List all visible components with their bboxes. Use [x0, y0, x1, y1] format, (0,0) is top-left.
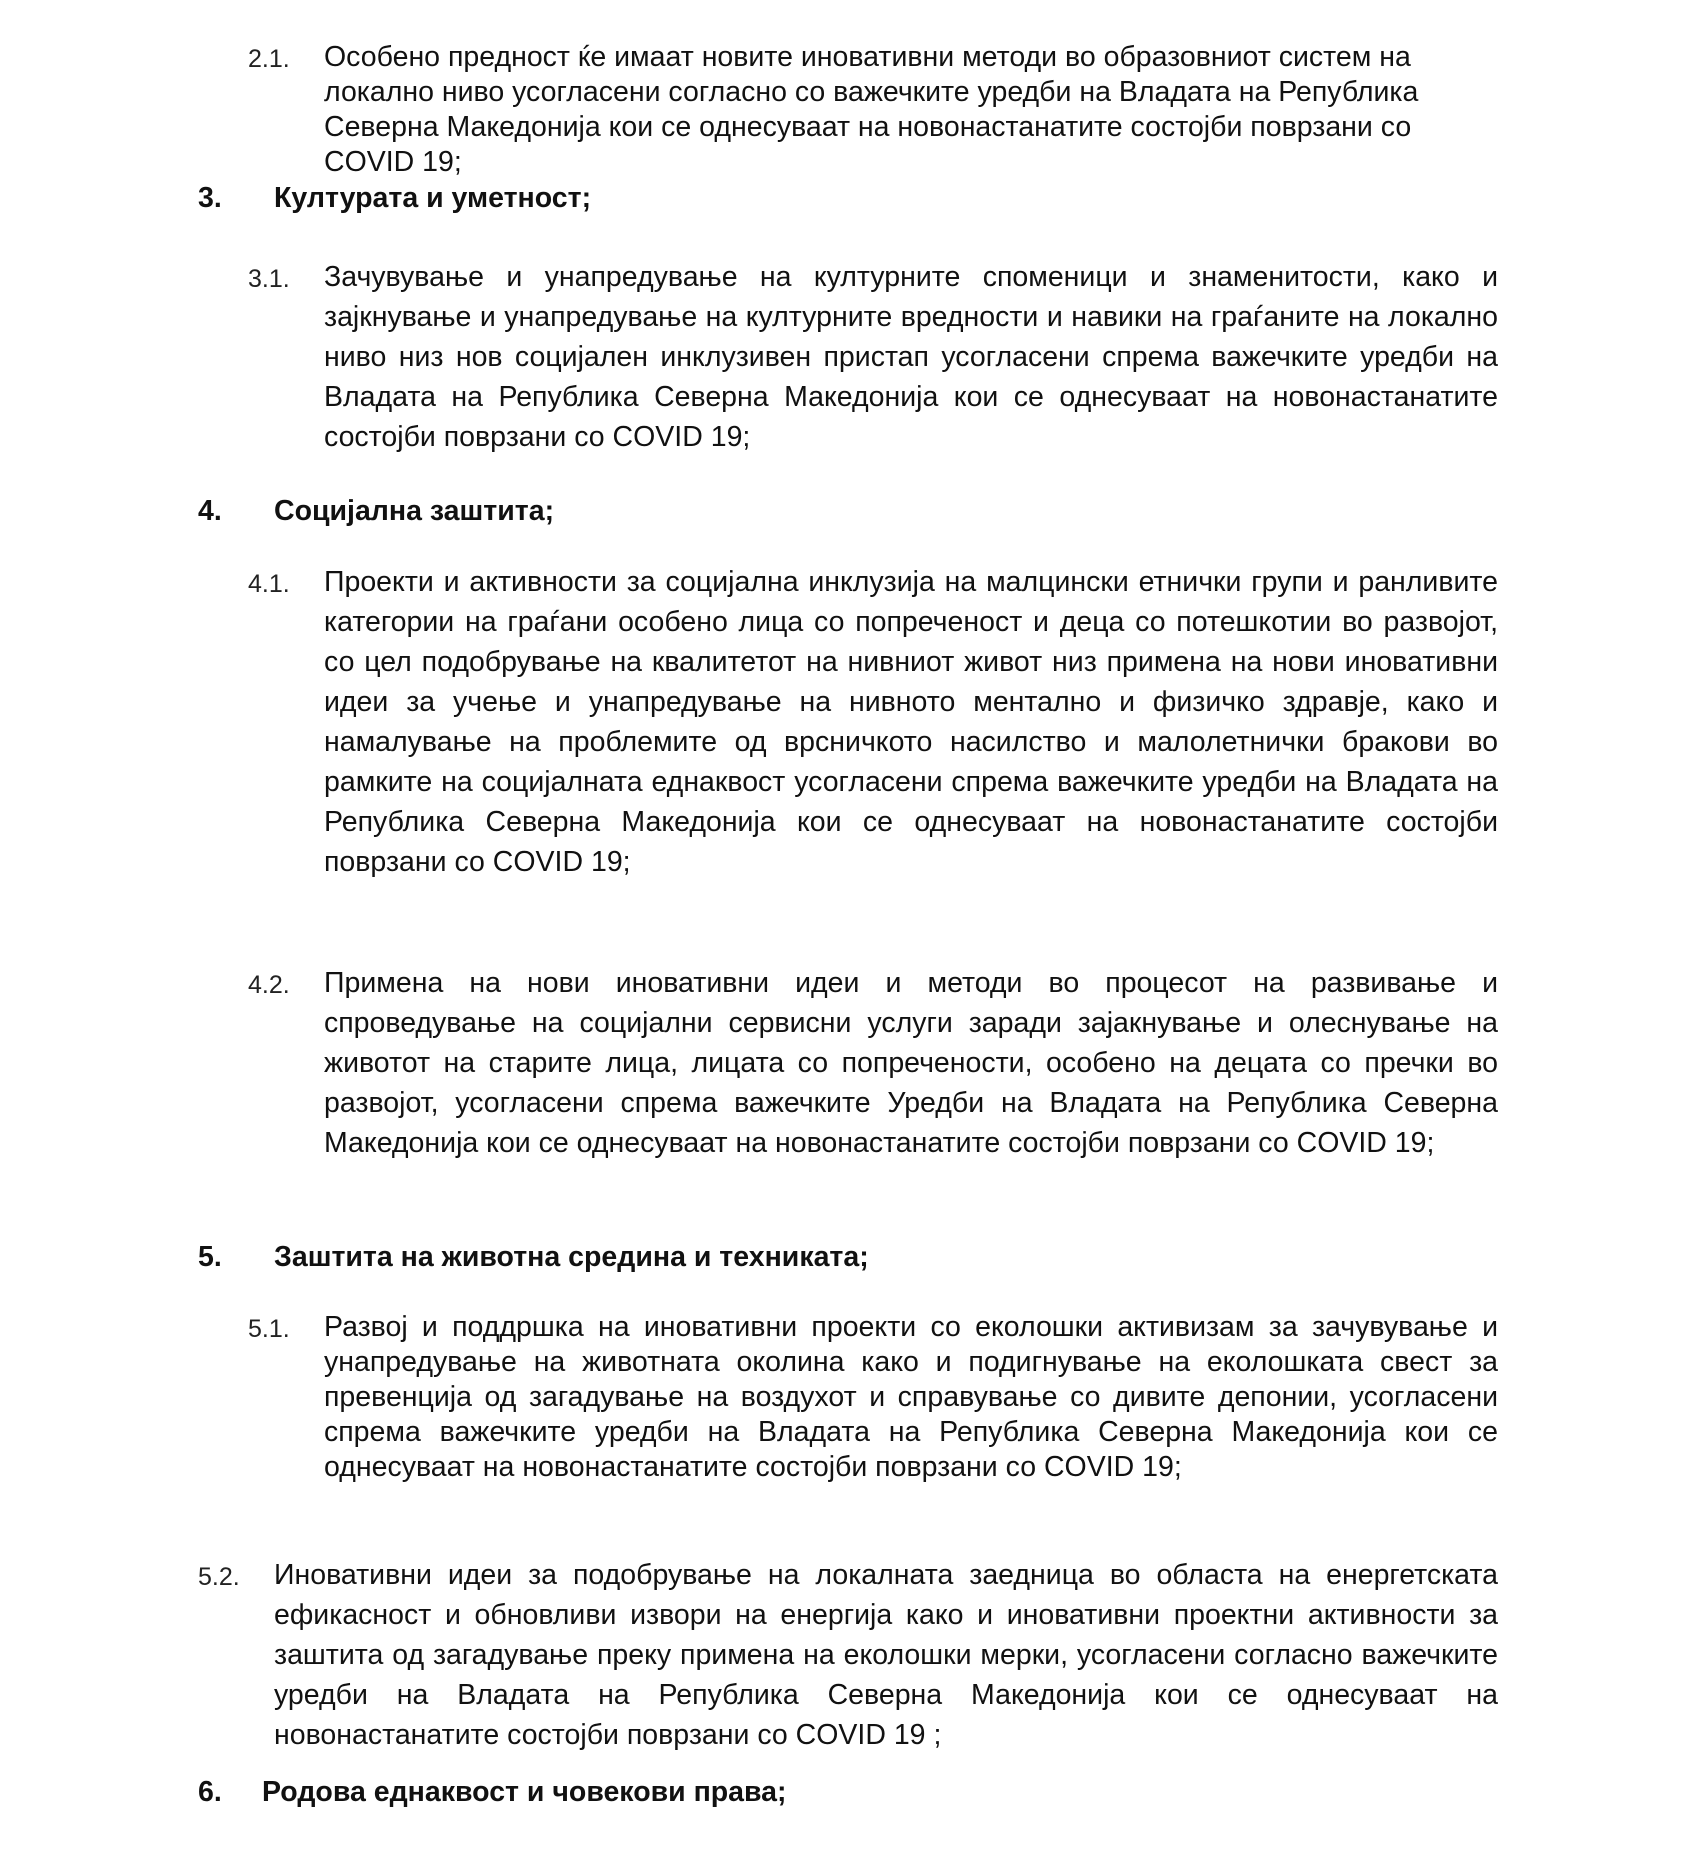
item-number: 2.1.	[248, 45, 290, 73]
item-number: 3.1.	[248, 265, 290, 293]
item-5-1	[248, 1310, 1498, 1485]
section-number: 5.	[198, 1241, 222, 1273]
section-title: Културата и уметност;	[274, 182, 592, 214]
item-number: 4.1.	[248, 570, 290, 598]
item-4-1	[248, 562, 1498, 882]
item-2-1	[248, 40, 1498, 180]
item-text: Примена на нови иновативни идеи и методи во процесот на развивање и спроведување на социјални сервисни услуги заради зајакнување и олеснување на животот на старите лица, лицата со попречености, особено на децата со пречки во развојот, усогласени спрема важечките Уредби на Владата на Република Северна Македонија кои се однесуваат на новонастанатите состојби поврзани со COVID 19;	[324, 967, 1498, 1159]
item-4-2	[248, 963, 1498, 1163]
section-5-heading	[198, 1240, 869, 1275]
item-3-1	[248, 257, 1498, 457]
item-number: 5.1.	[248, 1315, 290, 1343]
section-number: 6.	[198, 1776, 222, 1808]
section-3-heading	[198, 181, 591, 216]
section-title: Заштита на животна средина и техниката;	[274, 1241, 869, 1273]
section-6-heading	[198, 1775, 787, 1810]
item-text: Особено предност ќе имаат новите иновативни методи во образовниот систем на локално ниво усогласени согласно со важечките уредби на Владата на Република Северна Македонија кои се однесуваат на новонастанатите состојби поврзани со COVID 19;	[324, 41, 1419, 178]
item-text: Зачувување и унапредување на културните споменици и знаменитости, како и зајкнување и унапредување на културните вредности и навики на граѓаните на локално ниво низ нов социјален инклузивен пристап усогласени спрема важечките уредби на Владата на Република Северна Македонија кои се однесуваат на новонастанатите состојби поврзани со COVID 19;	[324, 261, 1498, 453]
section-number: 4.	[198, 495, 222, 527]
section-4-heading	[198, 494, 554, 529]
item-number: 4.2.	[248, 971, 290, 999]
item-text: Иновативни идеи за подобрување на локалната заедница во областа на енергетската ефикасност и обновливи извори на енергија како и иновативни проектни активности за заштита од загадување преку примена на еколошки мерки, усогласени согласно важечките уредби на Владата на Република Северна Македонија кои се однесуваат на новонастанатите состојби поврзани со COVID 19 ;	[274, 1559, 1498, 1751]
item-text: Развој и поддршка на иновативни проекти со еколошки активизам за зачувување и унапредување на животната околина како и подигнување на еколошката свест за превенција од загадување на воздухот и справување со дивите депонии, усогласени спрема важечките уредби на Владата на Република Северна Македонија кои се однесуваат на новонастанатите состојби поврзани со COVID 19;	[324, 1311, 1498, 1483]
item-number: 5.2.	[198, 1563, 240, 1591]
item-text: Проекти и активности за социјална инклузија на малцински етнички групи и ранливите категории на граѓани особено лица со попреченост и деца со потешкотии во развојот, со цел подобрување на квалитетот на нивниот живот низ примена на нови иновативни идеи за учење и унапредување на нивното ментално и физичко здравје, како и намалување на проблемите од врсничкото насилство и малолетнички бракови во рамките на социјалната еднаквост усогласени спрема важечките уредби на Владата на Република Северна Македонија кои се однесуваат на новонастанатите состојби поврзани со COVID 19;	[324, 566, 1498, 878]
section-title: Родова еднаквост и човекови права;	[262, 1776, 787, 1808]
section-title: Социјална заштита;	[274, 495, 555, 527]
item-5-2	[198, 1555, 1498, 1755]
section-number: 3.	[198, 182, 222, 214]
